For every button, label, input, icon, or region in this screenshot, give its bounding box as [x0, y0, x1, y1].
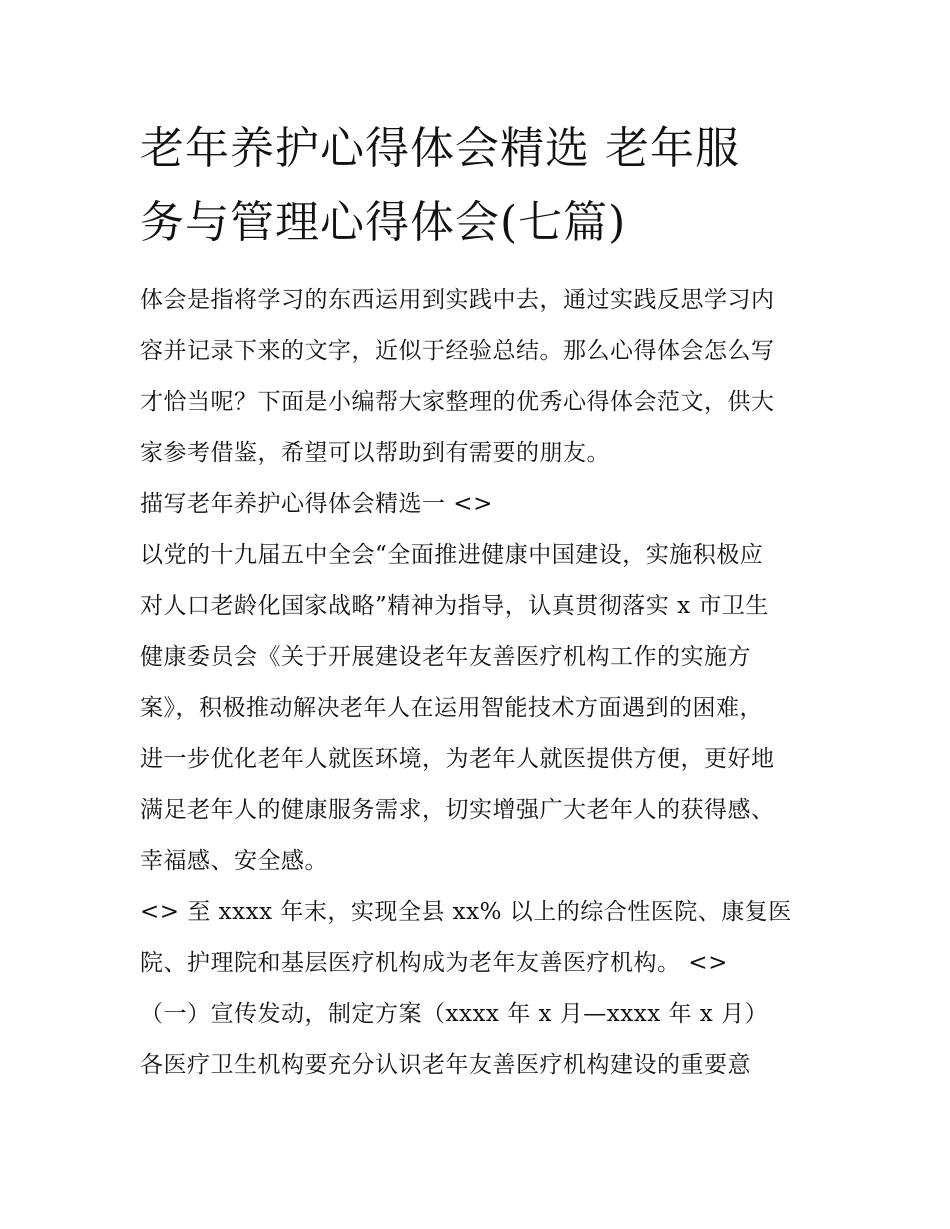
body-line: 幸福感、安全感。	[140, 848, 328, 874]
subsection-heading: （一）宣传发动，制定方案（xxxx 年 x 月—xxxx 年 x 月）	[140, 1001, 769, 1027]
body-line: 各医疗卫生机构要充分认识老年友善医疗机构建设的重要意	[140, 1052, 751, 1078]
body-line: 院、护理院和基层医疗机构成为老年友善医疗机构。 <>	[140, 950, 728, 976]
body-line: 案》，积极推动解决老年人在运用智能技术方面遇到的困难，	[140, 695, 763, 721]
section-heading: 描写老年养护心得体会精选一 <>	[140, 491, 493, 517]
body-line: 才恰当呢？下面是小编帮大家整理的优秀心得体会范文，供大	[140, 389, 775, 415]
body-line: 体会是指将学习的东西运用到实践中去，通过实践反思学习内	[140, 287, 775, 313]
title-line-2: 务与管理心得体会(七篇)	[140, 197, 627, 248]
document-title	[140, 112, 820, 260]
body-line: 健康委员会《关于开展建设老年友善医疗机构工作的实施方	[140, 644, 751, 670]
body-line: 家参考借鉴，希望可以帮助到有需要的朋友。	[140, 440, 610, 466]
body-line: 对人口老龄化国家战略”精神为指导，认真贯彻落实 x 市卫生	[140, 593, 769, 619]
document-body	[140, 275, 830, 1091]
title-line-1: 老年养护心得体会精选 老年服	[140, 123, 740, 174]
body-line: 容并记录下来的文字，近似于经验总结。那么心得体会怎么写	[140, 338, 775, 364]
body-line: 进一步优化老年人就医环境，为老年人就医提供方便，更好地	[140, 746, 775, 772]
body-line: 满足老年人的健康服务需求，切实增强广大老年人的获得感、	[140, 797, 775, 823]
body-line: 以党的十九届五中全会“全面推进健康中国建设，实施积极应	[140, 542, 764, 568]
body-line: <> 至 xxxx 年末，实现全县 xx% 以上的综合性医院、康复医	[140, 899, 792, 925]
